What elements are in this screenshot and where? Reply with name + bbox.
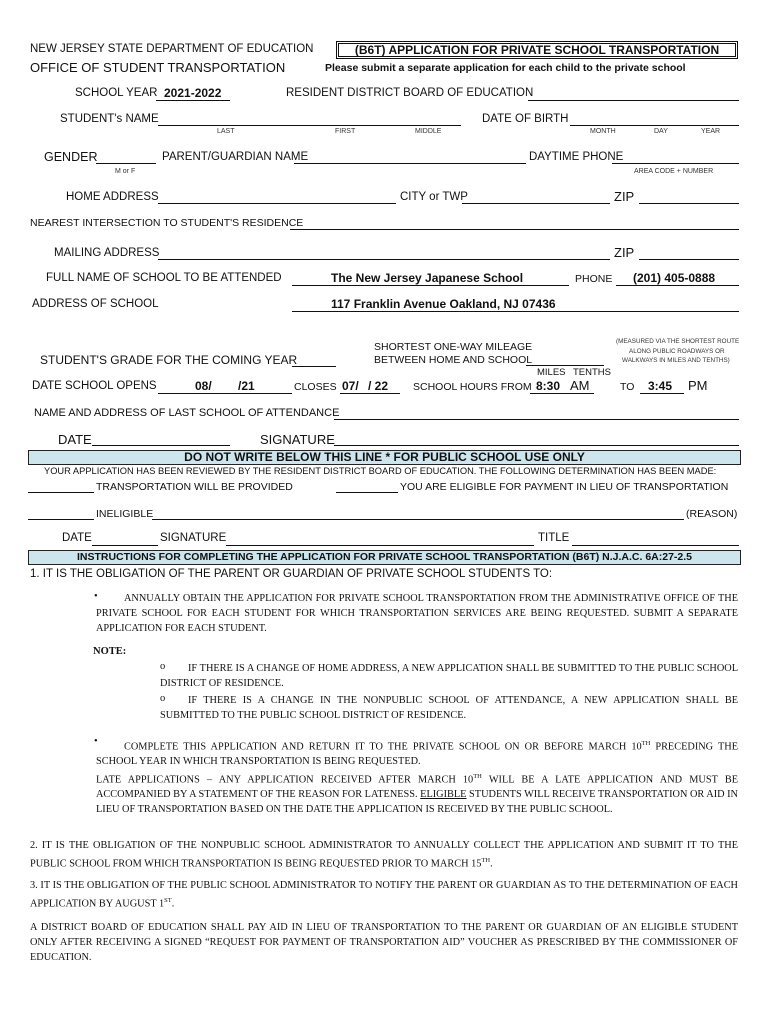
dob-year-hint: YEAR	[701, 128, 721, 135]
eligible-payment-label: YOU ARE ELIGIBLE FOR PAYMENT IN LIEU OF TRANSPORTATION	[400, 481, 729, 493]
office-name: OFFICE OF STUDENT TRANSPORTATION	[30, 60, 286, 75]
ineligible-label: INELIGIBLE	[96, 508, 154, 520]
school-opens-field[interactable]	[158, 393, 292, 394]
closes-field[interactable]	[340, 393, 400, 394]
instruction-item-1: 1. IT IS THE OBLIGATION OF THE PARENT OR GUARDIAN OF PRIVATE SCHOOL STUDENTS TO:	[30, 568, 553, 580]
instruction-bullet-1: ANNUALLY OBTAIN THE APPLICATION FOR PRIVATE SCHOOL TRANSPORTATION FROM THE ADMINISTRATIVE OFFICE OF THE PRIVATE SCHOOL FOR EACH STUDENT FOR WHICH TRANSPORTATION SERVICES ARE BEING REQUESTED. SUBMIT A SEPARATE APPLICATION FOR EACH STUDENT.	[96, 593, 738, 634]
school-opens-month: 08/	[195, 379, 212, 393]
school-opens-year: /21	[238, 379, 255, 393]
hours-label: SCHOOL HOURS FROM	[413, 381, 532, 393]
note-item-2: IF THERE IS A CHANGE IN THE NONPUBLIC SCHOOL OF ATTENDANCE, A NEW APPLICATION SHALL BE SUBMITTED TO THE PUBLIC SCHOOL DISTRICT OF RESIDENCE.	[160, 695, 738, 721]
daytime-phone-field[interactable]	[612, 163, 739, 164]
last-school-label: NAME AND ADDRESS OF LAST SCHOOL OF ATTENDANCE	[34, 407, 340, 419]
mailing-zip-field[interactable]	[639, 259, 739, 260]
student-name-label: STUDENT's NAME	[60, 113, 159, 125]
school-name-value: The New Jersey Japanese School	[331, 271, 524, 285]
closes-month: 07/	[342, 379, 359, 393]
instruction-bullet-2: COMPLETE THIS APPLICATION AND RETURN IT TO THE PRIVATE SCHOOL ON OR BEFORE MARCH 10TH PRECEDING THE SCHOOL YEAR IN WHICH TRANSPORTATION IS BEING REQUESTED.	[96, 740, 738, 768]
date-field[interactable]	[92, 445, 230, 446]
late-applications-text: LATE APPLICATIONS – ANY APPLICATION RECEIVED AFTER MARCH 10TH WILL BE A LATE APPLICATION AND MUST BE ACCOMPANIED BY A STATEMENT OF THE REASON FOR LATENESS. ELIGIBLE STUDENTS WILL RECEIVE TRANSPORTATION OR AID IN LIEU OF TRANSPORTATION BASED ON THE DATE THE APPLICATION IS RECEIVED BY THE PUBLIC SCHOOL.	[96, 773, 738, 816]
school-name-label: FULL NAME OF SCHOOL TO BE ATTENDED	[46, 272, 282, 284]
reason-label: (REASON)	[686, 508, 738, 520]
school-year-field[interactable]	[156, 100, 230, 101]
form-subtitle: Please submit a separate application for each child to the private school	[325, 62, 686, 74]
measured-note-1: (MEASURED VIA THE SHORTEST ROUTE	[616, 338, 740, 345]
resident-district-label: RESIDENT DISTRICT BOARD OF EDUCATION	[286, 87, 534, 99]
last-school-field[interactable]	[334, 419, 739, 420]
mailing-address-field[interactable]	[158, 259, 610, 260]
zip-label: ZIP	[614, 189, 635, 204]
reviewed-statement: YOUR APPLICATION HAS BEEN REVIEWED BY THE RESIDENT DISTRICT BOARD OF EDUCATION. THE FOLLOWING DETERMINATION HAS BEEN MADE:	[44, 466, 717, 476]
gender-label: GENDER	[44, 150, 98, 164]
student-name-field[interactable]	[158, 125, 461, 126]
resident-district-field[interactable]	[528, 100, 739, 101]
mileage-field[interactable]	[526, 365, 604, 366]
hours-from-value: 8:30	[536, 379, 561, 393]
school-address-field[interactable]	[292, 311, 739, 312]
office-title-label: TITLE	[538, 532, 570, 544]
parent-name-label: PARENT/GUARDIAN NAME	[162, 151, 309, 163]
transportation-provided-field[interactable]	[28, 492, 94, 493]
pm-label: PM	[688, 378, 708, 393]
middle-name-hint: MIDDLE	[415, 128, 442, 135]
note-marker-1: o	[160, 661, 166, 672]
area-code-hint: AREA CODE + NUMBER	[634, 168, 714, 175]
hours-to-value: 3:45	[648, 379, 673, 393]
measured-note-2: ALONG PUBLIC ROADWAYS OR	[629, 348, 725, 355]
school-address-label: ADDRESS OF SCHOOL	[32, 298, 159, 310]
office-signature-field[interactable]	[226, 545, 534, 546]
grade-field[interactable]	[292, 366, 336, 367]
intersection-label: NEAREST INTERSECTION TO STUDENT'S RESIDENCE	[30, 217, 304, 229]
date-label: DATE	[58, 432, 92, 447]
form-title: (B6T) APPLICATION FOR PRIVATE SCHOOL TRANSPORTATION	[336, 41, 738, 59]
signature-field[interactable]	[334, 445, 739, 446]
note-item-1: IF THERE IS A CHANGE OF HOME ADDRESS, A NEW APPLICATION SHALL BE SUBMITTED TO THE PUBLIC SCHOOL DISTRICT OF RESIDENCE.	[160, 663, 738, 689]
school-address-value: 117 Franklin Avenue Oakland, NJ 07436	[331, 297, 556, 311]
grade-label: STUDENT'S GRADE FOR THE COMING YEAR	[40, 353, 298, 367]
ineligible-field[interactable]	[28, 519, 94, 520]
school-year-value: 2021-2022	[164, 86, 222, 100]
note-marker-2: o	[160, 693, 166, 704]
parent-name-field[interactable]	[294, 163, 526, 164]
gender-hint: M or F	[115, 168, 136, 175]
office-date-field[interactable]	[92, 545, 158, 546]
zip-field[interactable]	[639, 203, 739, 204]
daytime-phone-label: DAYTIME PHONE	[529, 151, 624, 163]
dob-label: DATE OF BIRTH	[482, 113, 569, 125]
office-title-field[interactable]	[572, 545, 739, 546]
school-phone-label: PHONE	[575, 273, 613, 285]
signature-label: SIGNATURE	[260, 432, 335, 447]
school-opens-label: DATE SCHOOL OPENS	[32, 380, 157, 392]
am-label: AM	[570, 378, 590, 393]
instruction-item-2: 2. IT IS THE OBLIGATION OF THE NONPUBLIC SCHOOL ADMINISTRATOR TO ANNUALLY COLLECT THE APPLICATION AND SUBMIT IT TO THE PUBLIC SCHOOL FROM WHICH TRANSPORTATION IS BEING REQUESTED PRIOR TO MARCH 15TH.	[30, 840, 738, 870]
dob-field[interactable]	[570, 125, 739, 126]
home-address-label: HOME ADDRESS	[66, 191, 159, 203]
department-name: NEW JERSEY STATE DEPARTMENT OF EDUCATION	[30, 43, 314, 55]
closes-label: CLOSES	[294, 381, 337, 393]
dob-month-hint: MONTH	[590, 128, 616, 135]
eligible-payment-field[interactable]	[336, 492, 398, 493]
instruction-item-3: 3. IT IS THE OBLIGATION OF THE PUBLIC SCHOOL ADMINISTRATOR TO NOTIFY THE PARENT OR GUARDIAN AS TO THE DETERMINATION OF EACH APPLICATION BY AUGUST 1ST.	[30, 880, 738, 910]
closes-year: / 22	[368, 379, 389, 393]
home-address-field[interactable]	[158, 203, 396, 204]
final-statement: A DISTRICT BOARD OF EDUCATION SHALL PAY AID IN LIEU OF TRANSPORTATION TO THE PARENT OR GUARDIAN OF AN ELIGIBLE STUDENT ONLY AFTER RECEIVING A SIGNED “REQUEST FOR PAYMENT OF TRANSPORTATION AID” VOUCHER AS PRESCRIBED BY THE COMMISSIONER OF EDUCATION.	[30, 922, 738, 963]
city-field[interactable]	[462, 203, 610, 204]
city-label: CITY or TWP	[400, 191, 468, 203]
office-signature-label: SIGNATURE	[160, 532, 227, 544]
school-name-field[interactable]	[292, 285, 569, 286]
hours-from-field[interactable]	[530, 393, 594, 394]
to-label: TO	[620, 381, 635, 393]
reason-field[interactable]	[152, 519, 684, 520]
last-name-hint: LAST	[217, 128, 235, 135]
mailing-address-label: MAILING ADDRESS	[54, 247, 160, 259]
gender-field[interactable]	[96, 163, 156, 164]
dob-day-hint: DAY	[654, 128, 668, 135]
mileage-label-1: SHORTEST ONE-WAY MILEAGE	[374, 341, 533, 353]
tenths-hint: TENTHS	[573, 367, 611, 378]
office-date-label: DATE	[62, 532, 92, 544]
school-year-label: SCHOOL YEAR	[75, 87, 158, 99]
intersection-field[interactable]	[290, 229, 739, 230]
measured-note-3: WALKWAYS IN MILES AND TENTHS)	[622, 357, 730, 364]
mileage-label-2: BETWEEN HOME AND SCHOOL	[374, 354, 533, 366]
transportation-provided-label: TRANSPORTATION WILL BE PROVIDED	[96, 481, 293, 493]
bullet-marker-1: •	[94, 591, 98, 602]
mailing-zip-label: ZIP	[614, 245, 635, 260]
instructions-bar: INSTRUCTIONS FOR COMPLETING THE APPLICATION FOR PRIVATE SCHOOL TRANSPORTATION (B6T) N.J.A.C. 6A:27-2.5	[28, 550, 741, 565]
hours-to-field[interactable]	[640, 393, 684, 394]
bullet-marker-2: •	[94, 736, 98, 747]
note-label: NOTE:	[93, 646, 127, 657]
first-name-hint: FIRST	[335, 128, 356, 135]
miles-hint: MILES	[537, 367, 566, 378]
office-use-bar: DO NOT WRITE BELOW THIS LINE * FOR PUBLIC SCHOOL USE ONLY	[28, 450, 741, 465]
school-phone-field[interactable]	[616, 285, 739, 286]
school-phone-value: (201) 405-0888	[633, 271, 716, 285]
